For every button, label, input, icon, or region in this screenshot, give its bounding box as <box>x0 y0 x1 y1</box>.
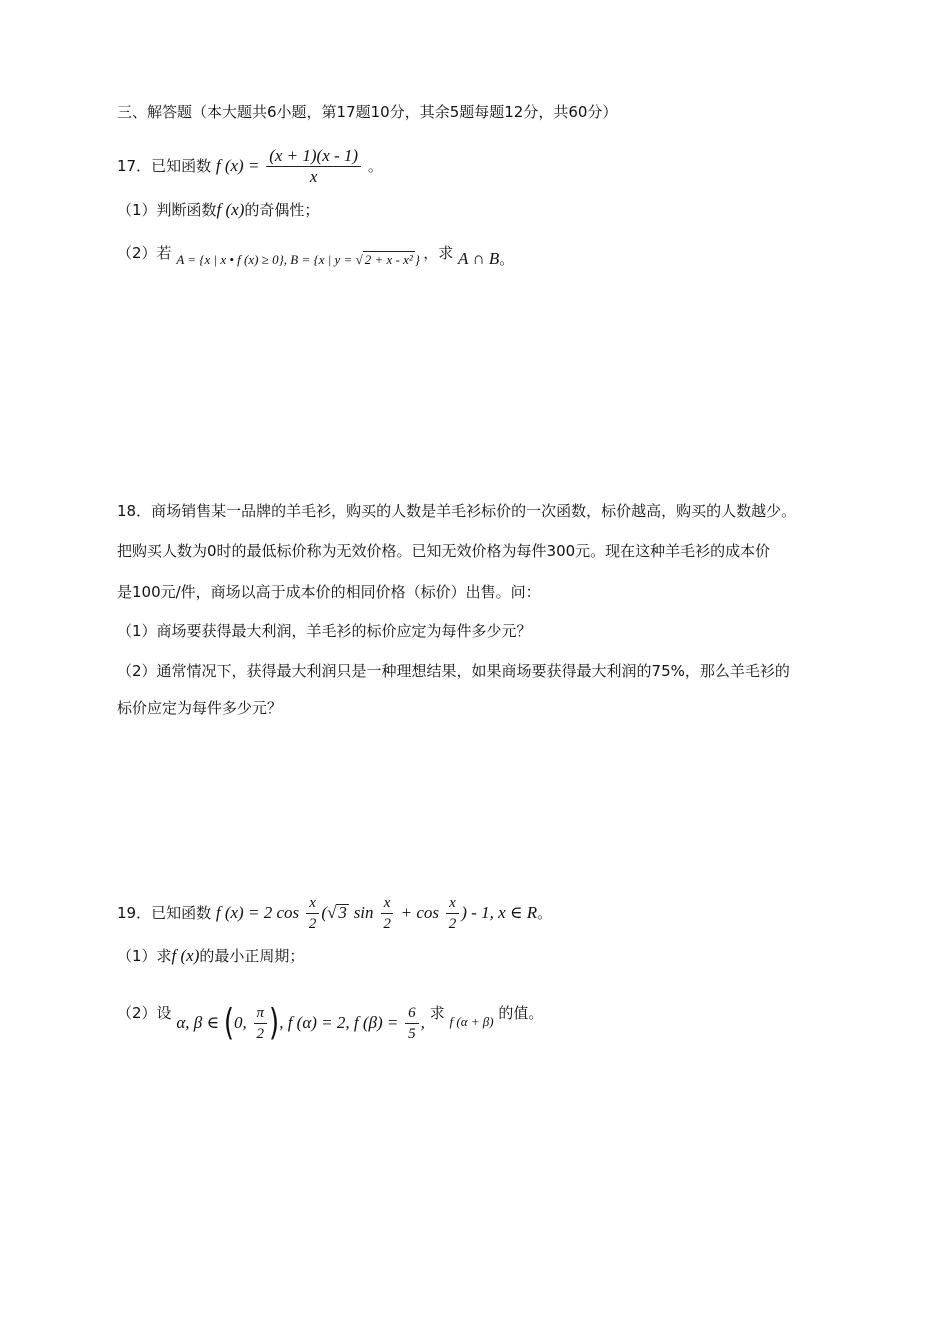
q19-sin: sin <box>353 903 374 922</box>
q19-frac-c-den: 2 <box>448 916 457 932</box>
q17-p2-expr: A ∩ B <box>458 249 500 268</box>
q17-p2-lead: （2）若 <box>117 244 172 262</box>
q19-lead: 19．已知函数 <box>117 904 212 922</box>
sqrt-icon: √ <box>355 252 363 267</box>
q19-p2-lead: （2）设 <box>117 1004 172 1022</box>
q17-part1 <box>117 200 319 220</box>
q19-p2-target: f (α + β) <box>449 1014 494 1029</box>
q19-p2-pi: π <box>254 1003 268 1024</box>
q19-p2-ask: 求 <box>429 1004 445 1022</box>
q19-frac-a-num: x <box>306 893 319 914</box>
q18-part2-line2: 标价应定为每件多少元？ <box>117 699 283 717</box>
q19-frac-x-over-2-c <box>446 893 460 934</box>
q18-part2-line1: （2）通常情况下，获得最大利润只是一种理想结果，如果商场要获得最大利润的75%，那么羊毛衫的 <box>117 662 790 680</box>
q19-p2-two: 2 <box>256 1026 265 1042</box>
q17-frac-numerator: (x + 1)(x - 1) <box>266 146 361 167</box>
section-title: 三、解答题（本大题共6小题，第17题10分，其余5题每题12分，共60分） <box>117 103 618 121</box>
q17-end: 。 <box>367 157 383 175</box>
sqrt-icon: √ <box>327 903 337 922</box>
q19-open: ( <box>321 903 328 922</box>
q19-part1 <box>117 946 304 966</box>
q17-part2 <box>117 243 515 268</box>
left-paren-icon: ( <box>223 1002 234 1045</box>
q19-frac-x-over-2-b <box>380 893 394 934</box>
q18-line3: 是100元/件，商场以高于成本价的相同价格（标价）出售。问： <box>117 583 541 601</box>
q19-frac-b-num: x <box>381 893 394 914</box>
q17-p2-set-a: A = {x | x • f (x) ≥ 0}, B = {x | y = <box>176 252 356 267</box>
q17-p1-tail: 的奇偶性； <box>244 201 320 219</box>
q19-statement <box>117 893 552 934</box>
q19-p1-fx: f (x) <box>171 946 200 965</box>
q19-frac-a-den: 2 <box>308 916 317 932</box>
q19-sqrt3: 3 <box>338 903 347 922</box>
q19-p2-fa: , f (α) = 2, f (β) = <box>279 1013 399 1032</box>
q17-p1-lead: （1）判断函数 <box>117 201 217 219</box>
q19-p2-ab: α, β ∈ <box>176 1013 220 1032</box>
q19-p2-zero: 0, <box>234 1013 247 1032</box>
q18-line2: 把购买人数为0时的最低标价称为无效价格。已知无效价格为每件300元。现在这种羊毛衫的成本价 <box>117 542 771 560</box>
q19-fx: f (x) = 2 cos <box>215 903 300 922</box>
q19-end: 。 <box>537 904 553 922</box>
q19-p2-tail: 的值。 <box>498 1004 544 1022</box>
q19-p1-tail: 的最小正周期； <box>199 947 305 965</box>
q19-frac-c-num: x <box>446 893 459 914</box>
q17-p2-sqrt-content: 2 + x - x² <box>364 252 413 267</box>
q17-p1-fx: f (x) <box>216 200 245 219</box>
right-paren-icon: ) <box>269 1002 280 1045</box>
q17-statement <box>117 146 383 187</box>
q17-p2-close: } <box>414 252 420 267</box>
q17-p2-end: 。 <box>499 250 515 268</box>
q17-p2-mid: ，求 <box>423 244 454 262</box>
q19-p1-lead: （1）求 <box>117 947 172 965</box>
q19-p2-comma: , <box>420 1013 425 1032</box>
q19-frac-x-over-2-a <box>306 893 320 934</box>
q18-part1: （1）商场要获得最大利润，羊毛衫的标价应定为每件多少元？ <box>117 622 532 640</box>
q18-line1: 18．商场销售某一品牌的羊毛衫，购买的人数是羊毛衫标价的一次函数，标价越高，购买的人数越少。 <box>117 502 797 520</box>
q19-frac-b-den: 2 <box>383 916 391 932</box>
q19-p2-math <box>176 1003 425 1044</box>
q19-p2-six: 6 <box>405 1003 419 1024</box>
q19-part2 <box>117 993 544 1045</box>
q17-frac-denominator: x <box>309 167 318 186</box>
q19-plus-cos: + cos <box>400 903 439 922</box>
q17-p2-sets <box>176 252 423 267</box>
q19-p2-frac-pi-2 <box>254 1003 268 1044</box>
q19-p2-frac-6-5 <box>405 1003 419 1044</box>
q19-tail: ) - 1, x ∈ R <box>461 903 538 922</box>
q19-p2-five: 5 <box>408 1026 416 1042</box>
q17-lead: 17．已知函数 <box>117 157 212 175</box>
q17-fx: f (x) = <box>215 156 260 175</box>
q17-fraction <box>266 146 361 187</box>
